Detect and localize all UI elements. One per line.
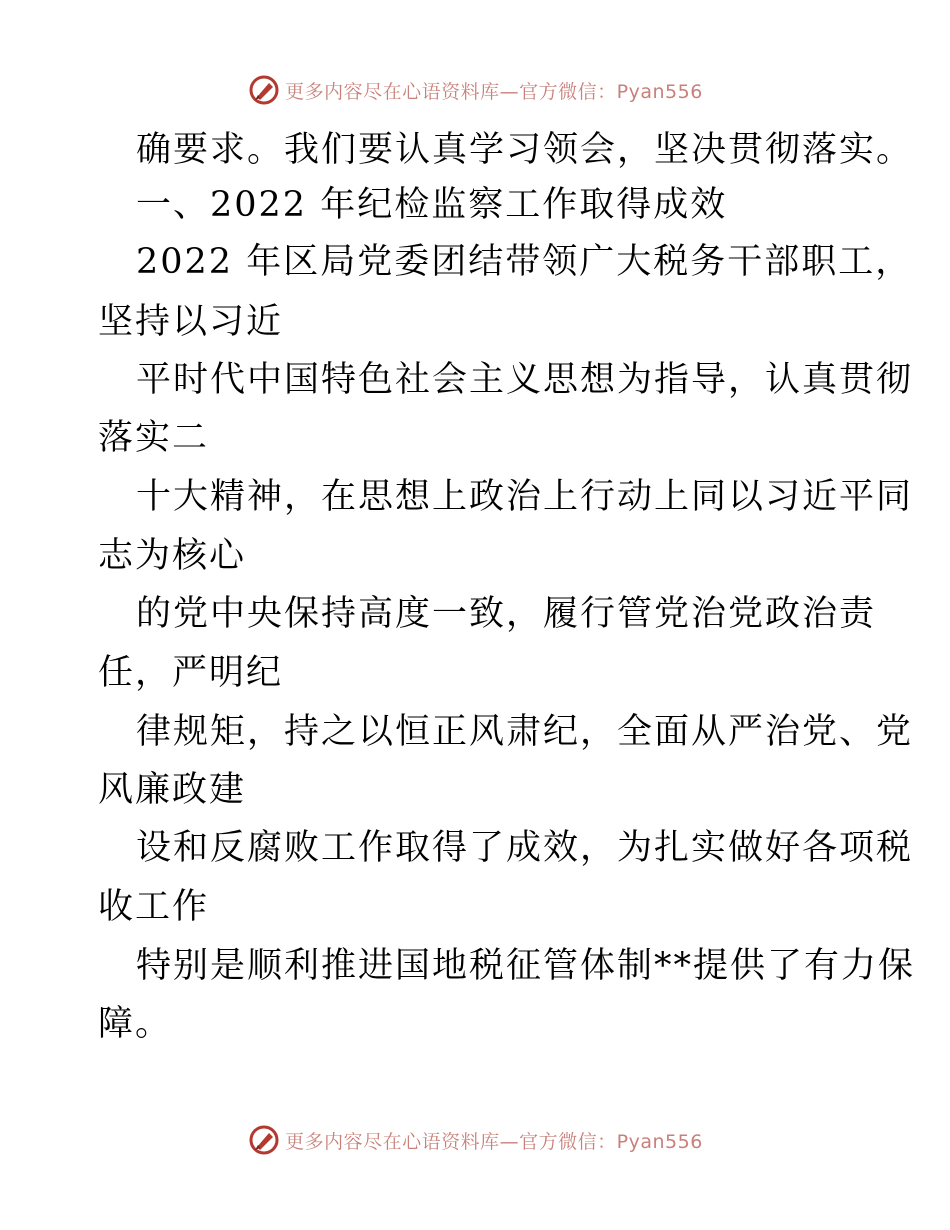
body-line: 障。 bbox=[98, 1004, 173, 1044]
body-line: 确要求。我们要认真学习领会，坚决贯彻落实。 bbox=[136, 130, 914, 170]
section-heading: 一、2022 年纪检监察工作取得成效 bbox=[136, 185, 728, 225]
watermark-text: 更多内容尽在心语资料库—官方微信：Pyan556 bbox=[285, 1130, 703, 1153]
watermark-text: 更多内容尽在心语资料库—官方微信：Pyan556 bbox=[285, 80, 703, 103]
body-line: 落实二 bbox=[98, 418, 210, 458]
body-line: 2022 年区局党委团结带领广大税务干部职工， bbox=[136, 242, 913, 282]
body-line: 的党中央保持高度一致，履行管党治党政治责 bbox=[136, 594, 877, 634]
body-line: 风廉政建 bbox=[98, 770, 247, 810]
body-line: 任，严明纪 bbox=[98, 653, 284, 693]
body-line: 坚持以习近 bbox=[98, 302, 284, 342]
body-line: 志为核心 bbox=[98, 536, 247, 576]
body-line: 特别是顺利推进国地税征管体制**提供了有力保 bbox=[136, 946, 916, 986]
body-line: 收工作 bbox=[98, 887, 210, 927]
body-line: 十大精神，在思想上政治上行动上同以习近平同 bbox=[136, 477, 914, 517]
body-line: 律规矩，持之以恒正风肃纪，全面从严治党、党 bbox=[136, 712, 914, 752]
body-line: 平时代中国特色社会主义思想为指导，认真贯彻 bbox=[136, 360, 914, 400]
footer-watermark bbox=[0, 1120, 950, 1160]
pen-nib-logo-icon bbox=[247, 1123, 281, 1157]
body-line: 设和反腐败工作取得了成效，为扎实做好各项税 bbox=[136, 828, 914, 868]
